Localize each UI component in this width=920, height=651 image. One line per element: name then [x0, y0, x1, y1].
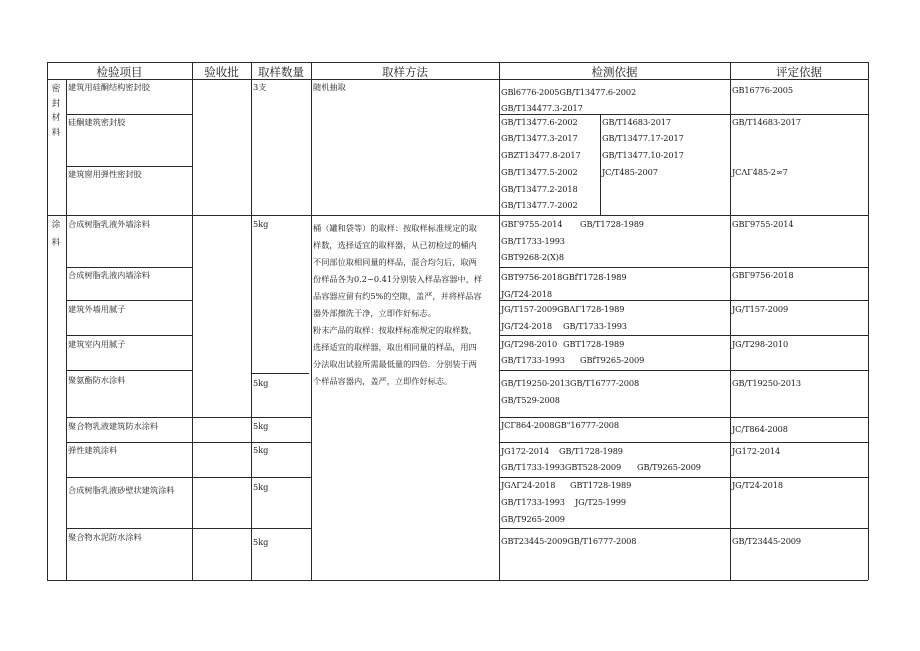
basis-standard: GBfT9265-2009	[580, 355, 645, 365]
rule-ct-2	[66, 300, 192, 301]
rule-qty	[311, 62, 312, 580]
rule-item	[192, 62, 193, 580]
method-line: 不同部位取相同量的样品，混合均匀后，取两	[313, 257, 477, 267]
rule-ct-6	[66, 442, 311, 443]
category-coating	[50, 218, 62, 250]
sample-qty: 3支	[253, 82, 267, 92]
item-name: 合成树脂乳液外墙涂料	[68, 219, 150, 229]
basis-standard: GBΓ9755-2014	[501, 219, 563, 229]
rule-left	[47, 62, 48, 580]
method-line: 份样品各为0.2~0.41分别装入样品容器中，样	[313, 274, 483, 284]
basis-standard: GBT1728-1989	[563, 339, 625, 349]
rule-ct-8b	[499, 528, 868, 529]
item-name: 合成树脂乳液砂壁状建筑涂料	[68, 485, 175, 495]
basis-standard: GB/T1733-1993	[501, 236, 565, 246]
eval-standard: GB/T19250-2013	[732, 378, 802, 388]
method-line: 桶（罐和袋等）的取样：按取样标准规定的取	[313, 223, 477, 233]
rule-top	[47, 62, 868, 63]
basis-standard: GB/T1733-1993	[563, 321, 627, 331]
basis-standard: JCΓ864-2008GB"16777-2008	[501, 420, 620, 430]
basis-standard: GBT9756-2018GBfT1728-1989	[501, 272, 627, 282]
category-char: 料	[51, 237, 61, 248]
basis-standard: JG/T24-2018	[501, 321, 552, 331]
basis-standard: JG/T298-2010	[501, 339, 558, 349]
rule-ct-8	[66, 528, 311, 529]
eval-standard: GB/T14683-2017	[732, 117, 802, 127]
eval-standard: GBΓ9756-2018	[732, 270, 794, 280]
header-eval: 评定依据	[776, 65, 822, 79]
eval-standard: JG/T298-2010	[732, 339, 789, 349]
item-name: 聚合物水泥防水涂料	[68, 532, 142, 542]
basis-standard: GB/T1733-1993GBT528-2009	[501, 462, 622, 472]
sample-qty: 5kg	[253, 421, 269, 431]
item-name: 建筑室内用腻子	[68, 339, 126, 349]
basis-standard: GB/T13477.5-2002	[501, 167, 578, 177]
eval-standard: JG172-2014	[732, 446, 781, 456]
rule-ct-4b	[499, 370, 868, 371]
item-name: 建筑用硅酮结构密封胶	[68, 82, 150, 92]
category-sealing	[50, 82, 62, 140]
rule-cat	[66, 79, 67, 580]
rule-ct-2b	[499, 300, 868, 301]
sample-qty: 5kg	[253, 378, 269, 388]
rule-basis-split	[600, 114, 601, 215]
rule-ct-6b	[499, 442, 868, 443]
rule-ct-7	[66, 477, 311, 478]
basis-standard: GB/T13477.3-2017	[501, 133, 578, 143]
basis-standard: GBl6776-2005GB/T13477.6-2002	[501, 87, 637, 97]
item-name: 弹性建筑涂料	[68, 445, 118, 455]
basis-standard: GB/T13477.17-2017	[602, 133, 684, 143]
basis-standard: JG/T24-2018	[501, 289, 552, 299]
rule-ct-1	[66, 267, 192, 268]
rule-ct-5	[66, 417, 311, 418]
method-line: 器外部擦洗干净，立即作好标志。	[313, 308, 436, 318]
sample-qty: 5kg	[253, 219, 269, 229]
basis-standard: GB/T13477.10-2017	[602, 150, 684, 160]
eval-standard: GB/T23445-2009	[732, 536, 802, 546]
header-basis: 检测依据	[591, 65, 638, 79]
item-name: 建筑外墙用腻子	[68, 304, 126, 314]
rule-ct-4q	[251, 373, 309, 374]
rule-ct-5b	[499, 417, 868, 418]
basis-standard: GBT23445-2009GB/T16777-2008	[501, 536, 637, 546]
sample-qty: 5kg	[253, 537, 269, 547]
rule-ct-4	[66, 370, 192, 371]
method-line: 品容器应留有约5%的空隙，盖严，并将样品容	[313, 291, 482, 301]
eval-standard: JG/T157-2009	[732, 304, 789, 314]
rule-right	[868, 62, 869, 580]
item-name: 聚氨酯防水涂料	[68, 375, 126, 385]
method-line: 个样品容器内，盖严，立即作好标志。	[313, 376, 453, 386]
basis-standard: GB/T14683-2017	[602, 117, 672, 127]
basis-standard: GB/T19250-2013GB/T16777-2008	[501, 378, 640, 388]
item-name: 硅酮建筑密封胶	[68, 117, 126, 127]
basis-standard: JG/T25-1999	[575, 497, 626, 507]
rule-ct-1b	[499, 267, 868, 268]
rule-batch	[251, 62, 252, 580]
basis-standard: GB/T9265-2009	[637, 462, 701, 472]
rule-method	[499, 62, 500, 580]
rule-seal-1	[66, 114, 192, 115]
header-method: 取样方法	[382, 65, 428, 79]
rule-ct-7b	[499, 477, 868, 478]
basis-standard: JC/T485-2007	[602, 167, 658, 177]
rule-basis	[730, 62, 731, 580]
basis-standard: GBZT13477.8-2017	[501, 150, 581, 160]
item-name: 合成树脂乳液内墙涂料	[68, 270, 150, 280]
eval-standard: GBΓ9755-2014	[732, 219, 794, 229]
rule-section	[47, 215, 868, 216]
eval-standard: JG/T24-2018	[732, 480, 783, 490]
rule-seal-2	[66, 166, 192, 167]
basis-standard: GB/T13477.7-2002	[501, 200, 578, 210]
basis-standard: GB/T1728-1989	[559, 446, 623, 456]
basis-standard: GB/T1733-1993	[501, 497, 565, 507]
category-char: 料	[51, 127, 61, 138]
item-name: 建筑窗用弹性密封胶	[68, 169, 142, 179]
method-line: 粉末产品的取样：按取样标准规定的取样数，	[313, 325, 477, 335]
sample-qty: 5kg	[253, 482, 269, 492]
method-line: 选择适宜的取样器，取出相同量的样品，用四	[313, 342, 477, 352]
eval-standard: GB16776-2005	[732, 85, 794, 95]
basis-standard: GB/T1733-1993	[501, 355, 565, 365]
rule-header-bottom	[47, 79, 868, 80]
basis-standard: JG172-2014	[501, 446, 550, 456]
eval-standard: JCΛΓ485-2∞7	[732, 167, 788, 177]
basis-standard: GBT9268-2(X)8	[501, 252, 564, 262]
sampling-method: 随机抽取	[313, 82, 346, 92]
method-line: 样数，选择适宜的取样器，从已初检过的桶内	[313, 240, 477, 250]
rule-bottom	[47, 580, 868, 581]
rule-ct-3b	[499, 335, 868, 336]
item-name: 聚合物乳液建筑防水涂料	[68, 421, 159, 431]
category-char: 材	[51, 113, 61, 123]
basis-standard: GB/T134477.3-2017	[501, 103, 583, 113]
rule-ct-3	[66, 335, 192, 336]
category-char: 涂	[51, 220, 61, 230]
basis-standard: GB/T13477.2-2018	[501, 184, 578, 194]
basis-standard: GB/T529-2008	[501, 395, 560, 405]
basis-standard: GBT1728-1989	[570, 480, 632, 490]
basis-standard: GB/T1728-1989	[580, 219, 644, 229]
method-line: 分法取出试验所需最低量的四倍．分别装于两	[313, 359, 477, 369]
basis-standard: GB/T13477.6-2002	[501, 117, 578, 127]
basis-standard: GB/T9265-2009	[501, 514, 565, 524]
basis-standard: JG/T157-2009GBΛΓ1728-1989	[501, 304, 625, 314]
eval-standard: JC/T864-2008	[732, 424, 788, 434]
category-char: 封	[51, 98, 61, 109]
header-batch: 验收批	[204, 65, 239, 79]
header-item: 检验项目	[96, 65, 143, 79]
sample-qty: 5kg	[253, 445, 269, 455]
category-char: 密	[51, 84, 61, 94]
header-qty: 取样数量	[258, 65, 304, 79]
sampling-method-text	[313, 220, 482, 390]
basis-standard: JGΛΓ24-2018	[501, 480, 556, 490]
rule-seal-1-basis	[499, 114, 868, 115]
